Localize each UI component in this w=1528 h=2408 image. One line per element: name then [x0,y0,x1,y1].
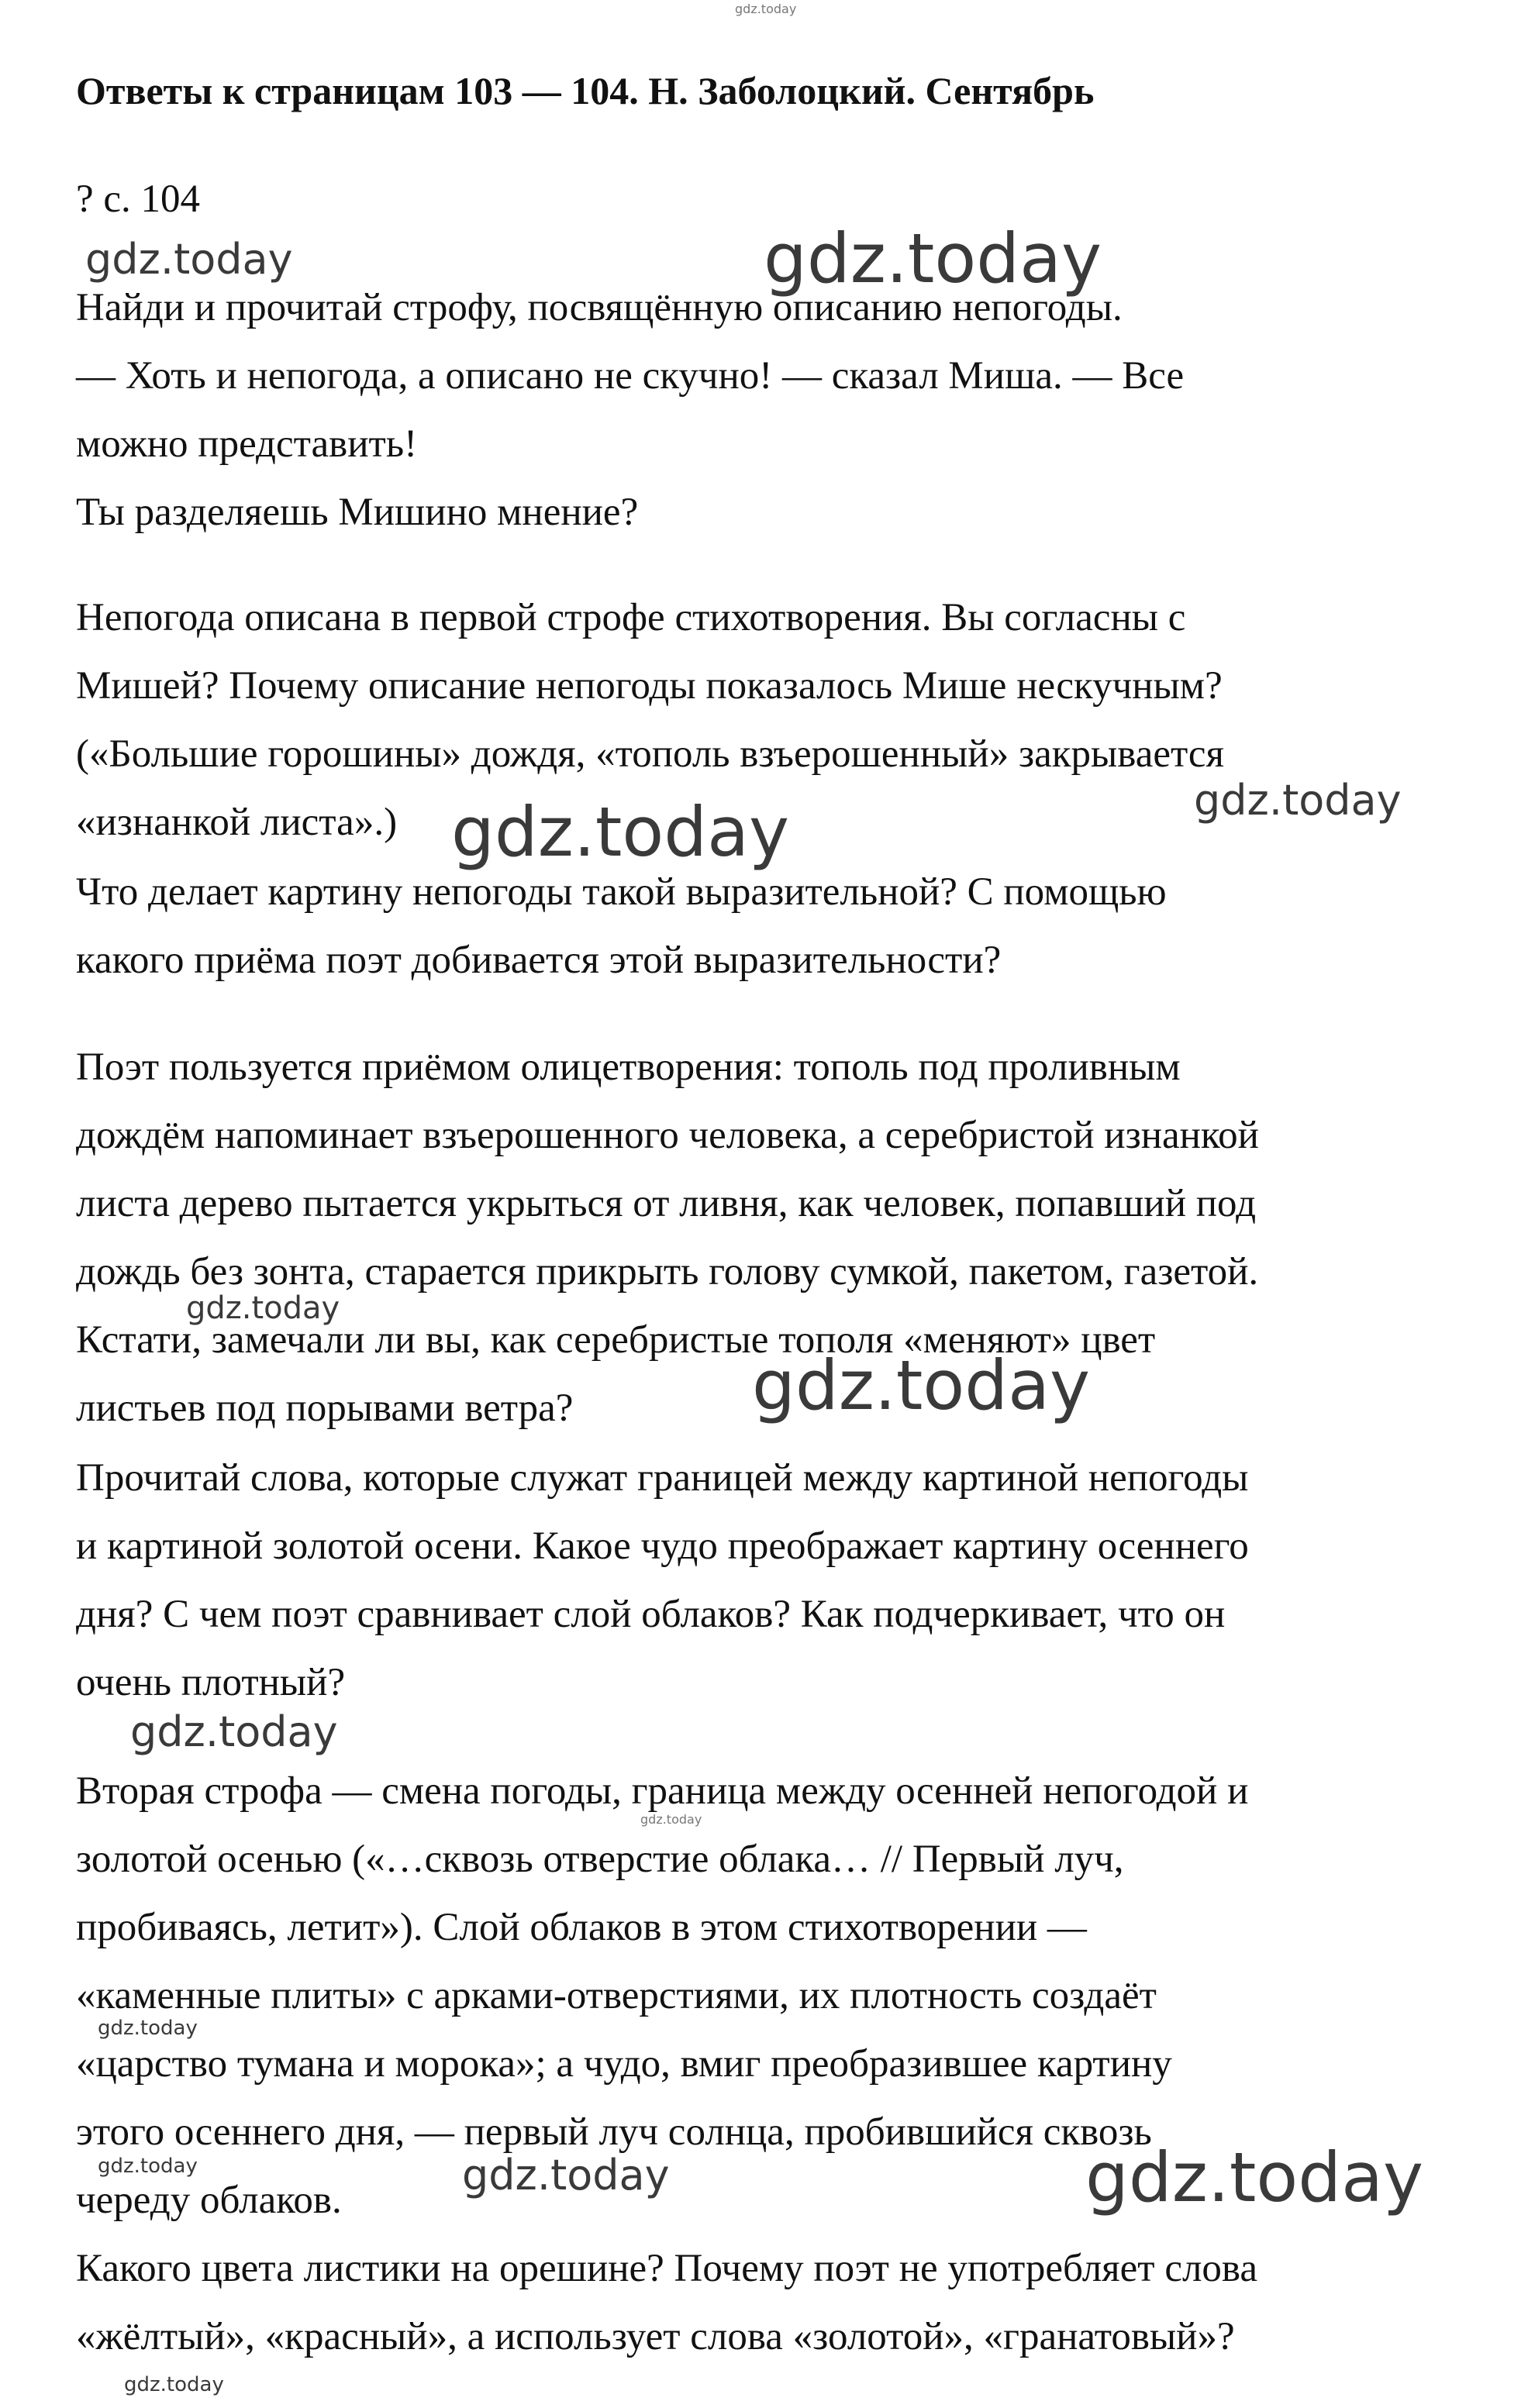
question-text: — Хоть и непогода, а описано не скучно! — сказал Миша. — Все [76,354,1185,398]
question-text: какого приёма поэт добивается этой выразительности? [76,939,1002,982]
watermark: gdz.today [735,2,797,16]
watermark: gdz.today [752,1345,1091,1425]
answer-text: «изнанкой листа».) [76,801,398,844]
question-text: Ты разделяешь Мишино мнение? [76,491,639,534]
watermark: gdz.today [124,2373,224,2396]
answer-text: («Большие горошины» дождя, «тополь взъерошенный» закрывается [76,732,1224,776]
question-text: Что делает картину непогоды такой выразительной? С помощью [76,870,1167,914]
watermark: gdz.today [451,792,790,872]
page-title: Ответы к страницам 103 — 104. Н. Заболоцкий. Сентябрь [76,69,1095,112]
watermark: gdz.today [186,1290,340,1326]
answer-text: листьев под порывами ветра? [76,1387,574,1430]
answer-text: череду облаков. [76,2179,342,2222]
question-text: можно представить! [76,422,418,466]
watermark: gdz.today [764,219,1102,298]
answer-text: Мишей? Почему описание непогоды показалось Мише нескучным? [76,664,1223,708]
answer-text: «каменные плиты» с арками-отверстиями, их плотность создаёт [76,1974,1157,2017]
question-text: «жёлтый», «красный», а использует слова «золотой», «гранатовый»? [76,2315,1235,2358]
answer-text: этого осеннего дня, — первый луч солнца, пробившийся сквозь [76,2110,1152,2154]
answer-text: золотой осенью («…сквозь отверстие облака… // Первый луч, [76,1838,1124,1881]
watermark: gdz.today [1085,2138,1424,2217]
answer-text: Кстати, замечали ли вы, как серебристые тополя «меняют» цвет [76,1318,1156,1362]
question-text: Прочитай слова, которые служат границей между картиной непогоды [76,1456,1249,1500]
question-text: Найди и прочитай строфу, посвящённую описанию непогоды. [76,286,1123,329]
answer-text: Непогода описана в первой строфе стихотворения. Вы согласны с [76,596,1186,639]
question-marker: ? с. 104 [76,177,201,221]
watermark: gdz.today [1194,776,1402,825]
watermark: gdz.today [640,1812,702,1827]
answer-text: дождь без зонта, старается прикрыть голову сумкой, пакетом, газетой. [76,1250,1259,1294]
answer-text: «царство тумана и морока»; а чудо, вмиг преобразившее картину [76,2042,1172,2086]
question-text: и картиной золотой осени. Какое чудо преображает картину осеннего [76,1524,1249,1568]
watermark: gdz.today [98,2155,198,2178]
question-text: дня? С чем поэт сравнивает слой облаков? Как подчеркивает, что он [76,1593,1226,1636]
question-text: Какого цвета листики на орешине? Почему поэт не употребляет слова [76,2247,1257,2290]
watermark: gdz.today [98,2017,198,2040]
watermark: gdz.today [130,1707,338,1756]
watermark: gdz.today [462,2151,670,2200]
answer-text: Вторая строфа — смена погоды, граница между осенней непогодой и [76,1769,1249,1813]
answer-text: дождём напоминает взъерошенного человека, а серебристой изнанкой [76,1114,1259,1157]
answer-text: листа дерево пытается укрыться от ливня, как человек, попавший под [76,1182,1257,1225]
answer-text: пробиваясь, летит»). Слой облаков в этом стихотворении — [76,1906,1087,1949]
question-text: очень плотный? [76,1661,346,1704]
watermark: gdz.today [85,235,293,284]
answer-text: Поэт пользуется приёмом олицетворения: тополь под проливным [76,1046,1181,1089]
